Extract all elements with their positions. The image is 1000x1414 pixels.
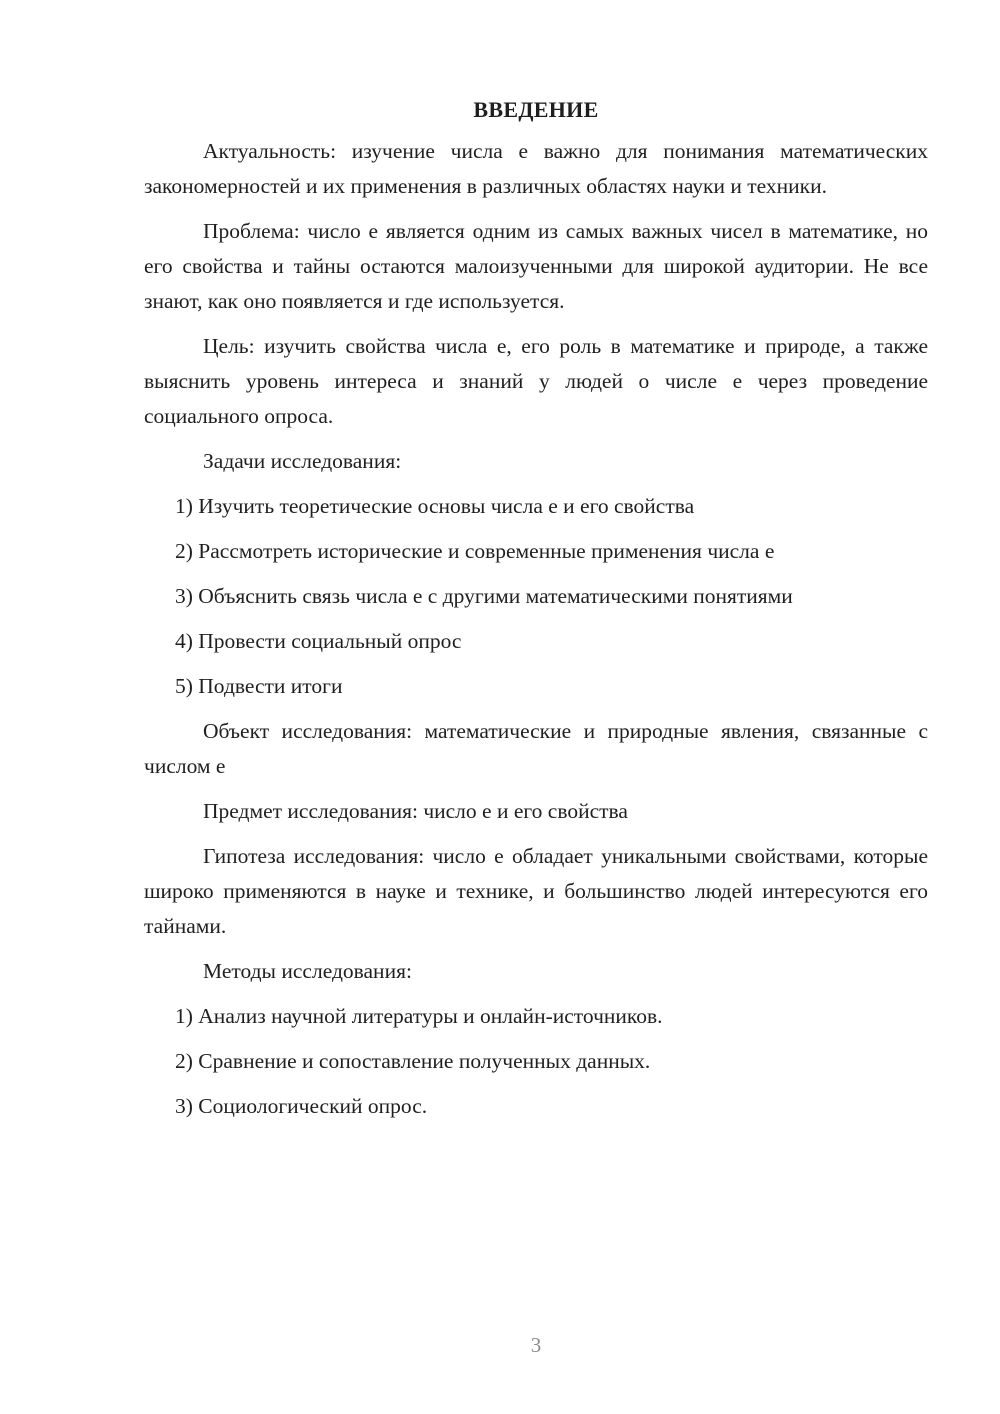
list-item: 3) Объяснить связь числа e с другими математическими понятиями — [175, 584, 793, 608]
relevance-paragraph: Актуальность: изучение числа e важно для понимания математических закономерностей и их применения в различных областях науки и техники. — [144, 139, 928, 198]
tasks-heading: Задачи исследования: — [203, 449, 402, 473]
subject-paragraph: Предмет исследования: число e и его свойства — [203, 799, 628, 823]
methods-list — [144, 999, 928, 1124]
list-item: 1) Изучить теоретические основы числа e и его свойства — [175, 494, 695, 518]
tasks-list — [144, 489, 928, 704]
page-number: 3 — [530, 1333, 542, 1357]
list-item: 5) Подвести итоги — [175, 674, 343, 698]
page-title: ВВЕДЕНИЕ — [473, 97, 599, 122]
list-item: 2) Рассмотреть исторические и современные применения числа e — [175, 539, 775, 563]
list-item: 4) Провести социальный опрос — [175, 629, 462, 653]
document-page — [144, 96, 928, 1134]
list-item: 2) Сравнение и сопоставление полученных данных. — [175, 1049, 651, 1073]
hypothesis-paragraph: Гипотеза исследования: число e обладает уникальными свойствами, которые широко применяются в науке и технике, и большинство людей интересуются его тайнами. — [144, 844, 928, 938]
problem-paragraph: Проблема: число e является одним из самых важных чисел в математике, но его свойства и тайны остаются малоизученными для широкой аудитории. Не все знают, как оно появляется и где используется. — [144, 219, 928, 313]
goal-paragraph: Цель: изучить свойства числа e, его роль в математике и природе, а также выяснить уровень интереса и знаний у людей о числе e через проведение социального опроса. — [144, 334, 928, 428]
methods-heading: Методы исследования: — [203, 959, 412, 983]
object-paragraph: Объект исследования: математические и природные явления, связанные с числом e — [144, 719, 928, 778]
list-item: 1) Анализ научной литературы и онлайн-источников. — [175, 1004, 663, 1028]
list-item: 3) Социологический опрос. — [175, 1094, 428, 1118]
